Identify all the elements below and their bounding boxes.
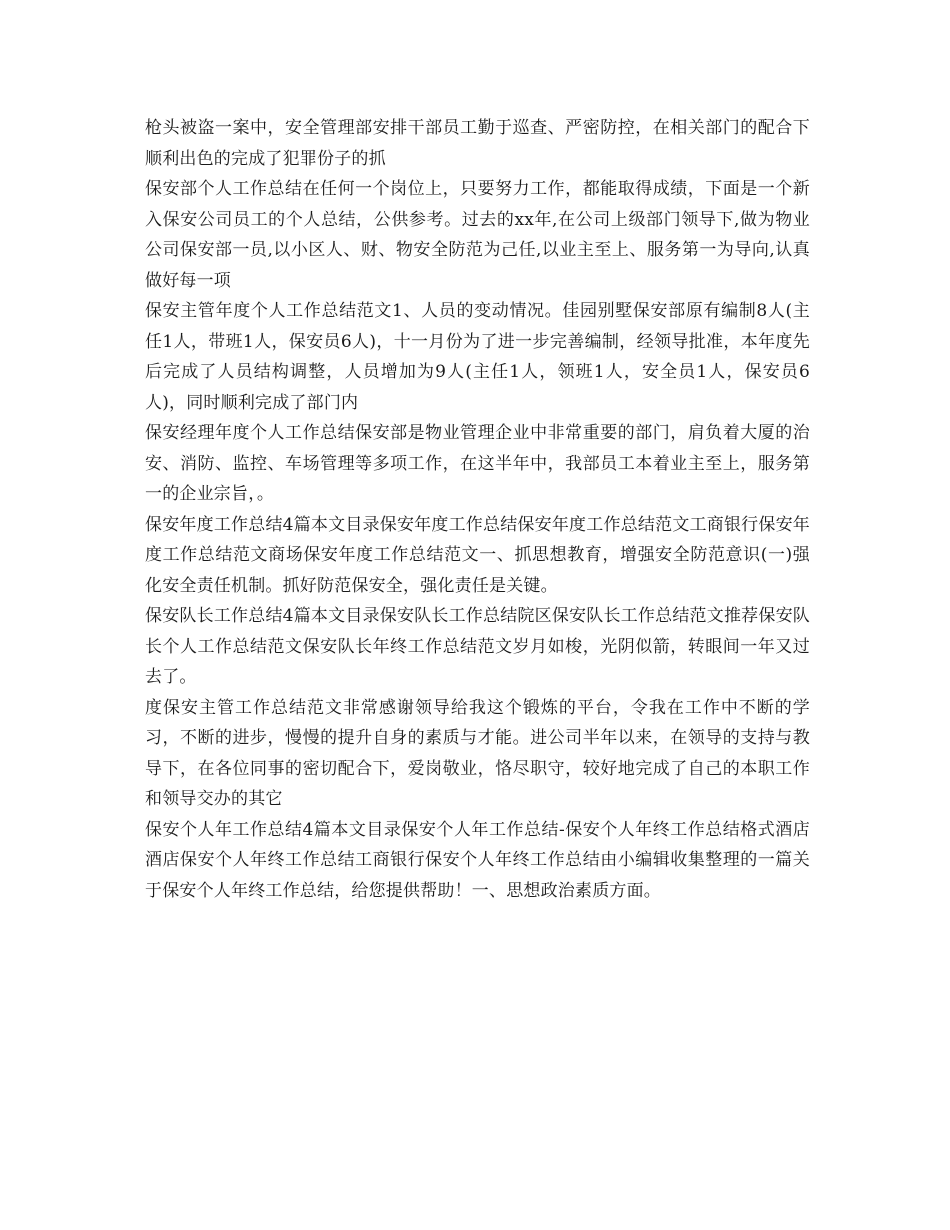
document-body <box>145 113 810 906</box>
paragraph-5: 保安年度工作总结4篇本文目录保安年度工作总结保安年度工作总结范文工商银行保安年度工作总结范文商场保安年度工作总结范文一、抓思想教育，增强安全防范意识(一)强化安全责任机制。抓好防范保安全，强化责任是关键。 <box>145 514 810 596</box>
paragraph-3: 保安主管年度个人工作总结范文1、人员的变动情况。佳园别墅保安部原有编制8人(主任1人，带班1人，保安员6人)，十一月份为了进一步完善编制，经领导批准，本年度先后完成了人员结构调整，人员增加为9人(主任1人，领班1人，安全员1人，保安员6人)，同时顺利完成了部门内 <box>145 301 810 413</box>
paragraph-8: 保安个人年工作总结4篇本文目录保安个人年工作总结-保安个人年终工作总结格式酒店酒店保安个人年终工作总结工商银行保安个人年终工作总结由小编辑收集整理的一篇关于保安个人年终工作总结，给您提供帮助！一、思想政治素质方面。 <box>145 819 810 901</box>
paragraph-4: 保安经理年度个人工作总结保安部是物业管理企业中非常重要的部门，肩负着大厦的治安、消防、监控、车场管理等多项工作，在这半年中，我部员工本着业主至上，服务第一的企业宗旨，。 <box>145 423 810 504</box>
paragraph-1: 枪头被盗一案中，安全管理部安排干部员工勤于巡查、严密防控，在相关部门的配合下顺利出色的完成了犯罪份子的抓 <box>145 118 810 169</box>
paragraph-2: 保安部个人工作总结在任何一个岗位上，只要努力工作，都能取得成绩，下面是一个新入保安公司员工的个人总结，公供参考。过去的xx年,在公司上级部门领导下,做为物业公司保安部一员,以小区人、财、物安全防范为己任,以业主至上、服务第一为导向,认真做好每一项 <box>145 179 810 291</box>
paragraph-6: 保安队长工作总结4篇本文目录保安队长工作总结院区保安队长工作总结范文推荐保安队长个人工作总结范文保安队长年终工作总结范文岁月如梭，光阴似箭，转眼间一年又过去了。 <box>145 606 810 687</box>
paragraph-7: 度保安主管工作总结范文非常感谢领导给我这个锻炼的平台，令我在工作中不断的学习，不断的进步，慢慢的提升自身的素质与才能。进公司半年以来，在领导的支持与教导下，在各位同事的密切配合下，爱岗敬业，恪尽职守，较好地完成了自己的本职工作和领导交办的其它 <box>145 697 810 809</box>
